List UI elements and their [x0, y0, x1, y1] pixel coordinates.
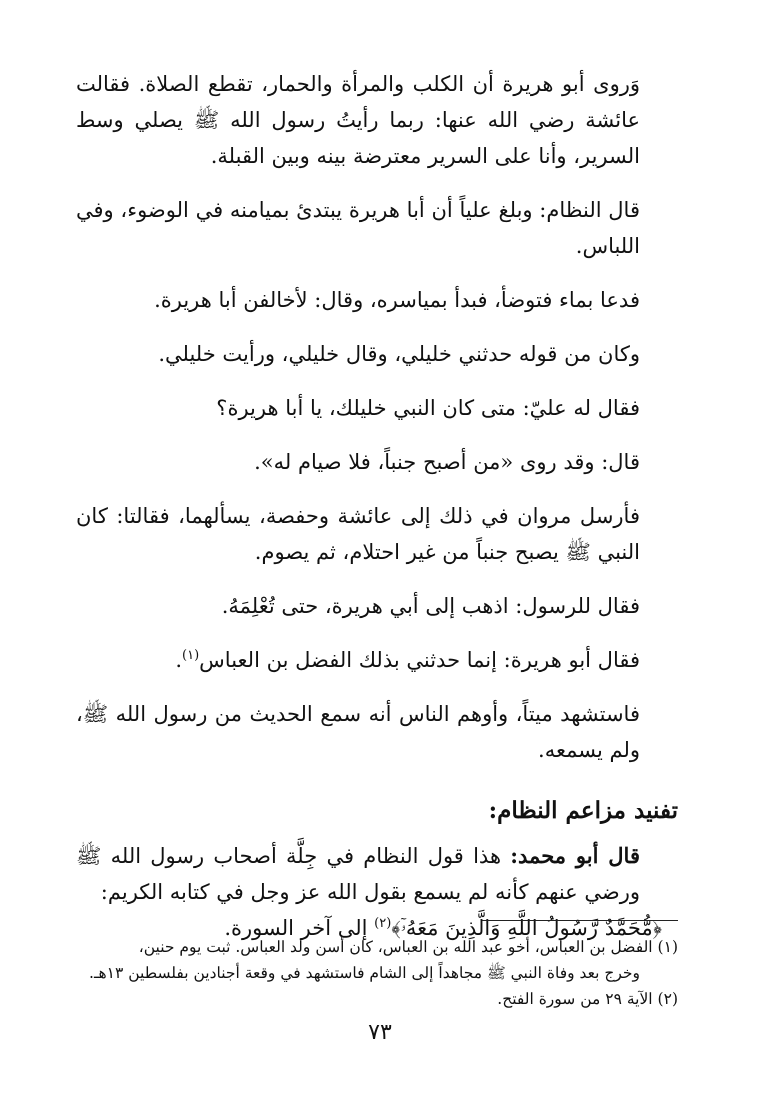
footnotes — [76, 934, 678, 1012]
footnote-1-line2: وخرج بعد وفاة النبي ﷺ مجاهداً إلى الشام فاستشهد في وقعة أجنادين بفلسطين ١٣هـ. — [89, 964, 640, 982]
verse-after: إلى آخر السورة. — [224, 916, 375, 940]
quran-verse: ﴿مُّحَمَّدٌ رَّسُولُ اللَّهِ وَالَّذِينَ مَعَهُۥٓ﴾ — [391, 916, 662, 940]
main-text — [76, 66, 678, 946]
abu-hurayra-end: . — [175, 648, 183, 672]
footnote-2-line1: الآية ٢٩ من سورة الفتح. — [497, 990, 653, 1008]
footnote-1-marker: (١) — [657, 938, 678, 956]
section-heading: تفنيد مزاعم النظام: — [488, 797, 678, 824]
footnote-2 — [76, 986, 678, 1012]
footnote-divider — [482, 920, 678, 921]
footnote-1 — [76, 934, 678, 960]
sub-line-ali-question: فقال له عليّ: متى كان النبي خليلك، يا أبا هريرة؟ — [216, 396, 640, 420]
paragraph-cat-woman-donkey: وَروى أبو هريرة أن الكلب والمرأة والحمار، تقطع الصلاة. فقالت عائشة رضي الله عنها: ربما رأيتُ رسول الله ﷺ يصلي وسط السرير، وأنا على السرير معترضة بينه وبين القبلة. — [76, 72, 640, 168]
paragraph-refutation — [76, 838, 678, 910]
sub-line-ablution: فدعا بماء فتوضأ، فبدأ بمياسره، وقال: لأخالفن أبا هريرة. — [154, 288, 640, 312]
paragraph-marwan: فأرسل مروان في ذلك إلى عائشة وحفصة، يسألهما، فقالتا: كان النبي ﷺ يصبح جنباً من غير احتلام، ثم يصوم. — [76, 504, 640, 564]
abu-hurayra-text: فقال أبو هريرة: إنما حدثني بذلك الفضل بن العباس — [199, 648, 640, 672]
sub-line-junub-hadith: قال: وقد روى «من أصبح جنباً، فلا صيام له». — [254, 450, 640, 474]
page-number: ٧٣ — [368, 1020, 392, 1045]
sub-line-messenger: فقال للرسول: اذهب إلى أبي هريرة، حتى تُعْلِمَهُ. — [221, 594, 640, 618]
refutation-text: هذا قول النظام في جِلَّة أصحاب رسول الله ﷺ ورضي عنهم كأنه لم يسمع بقول الله عز وجل في كتابه الكريم: — [76, 844, 640, 904]
footnote-1-line1: الفضل بن العباس، أخو عبد الله بن العباس، كان أسن ولد العباس. ثبت يوم حنين، — [138, 938, 653, 956]
footnote-ref-1: (١) — [182, 648, 200, 663]
footnote-ref-2: (٢) — [374, 916, 392, 931]
sub-line-khalili: وكان من قوله حدثني خليلي، وقال خليلي، ورأيت خليلي. — [158, 342, 640, 366]
paragraph-istishhad: فاستشهد ميتاً، وأوهم الناس أنه سمع الحديث من رسول الله ﷺ، ولم يسمعه. — [76, 702, 640, 762]
refutation-lead: قال أبو محمد: — [510, 843, 640, 868]
abu-hurayra-line — [76, 642, 678, 678]
footnote-2-marker: (٢) — [657, 990, 678, 1008]
paragraph-nazzam-ali: قال النظام: وبلغ علياً أن أبا هريرة يبتدئ بميامنه في الوضوء، وفي اللباس. — [76, 198, 640, 258]
